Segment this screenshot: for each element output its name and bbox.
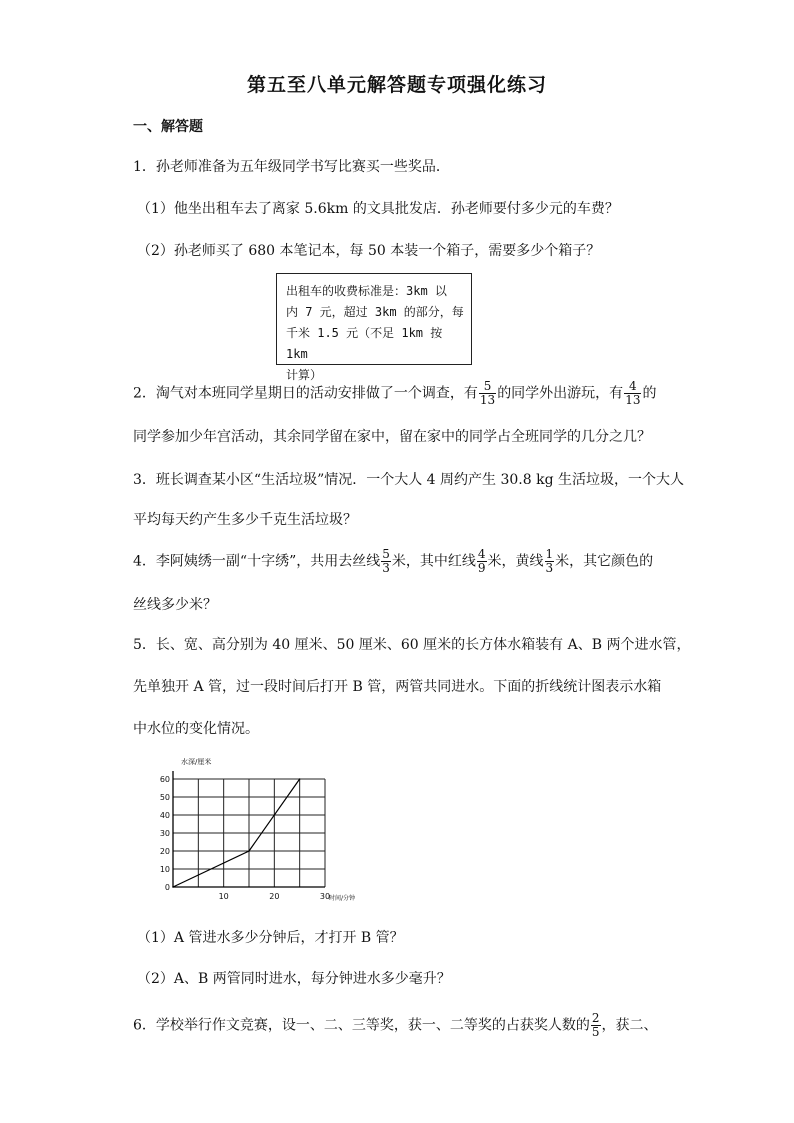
x-tick-label: 30	[319, 892, 331, 901]
fraction	[381, 548, 391, 575]
data-point	[172, 886, 174, 888]
y-tick-label: 50	[159, 793, 170, 802]
q4-text-c: 米，黄线	[487, 553, 544, 570]
q4-line2: 丝线多少米？	[133, 597, 217, 613]
data-point	[299, 778, 301, 780]
fraction	[624, 380, 641, 407]
q5-part2: （2）A、B 两管同时进水，每分钟进水多少毫升？	[137, 971, 451, 987]
y-axis-label: 水深/厘米	[181, 758, 212, 766]
taxi-fare-line: 千米 1.5 元（不足 1km 按 1km	[286, 326, 443, 361]
q5-line3: 中水位的变化情况。	[133, 721, 259, 737]
page-title: 第五至八单元解答题专项强化练习	[246, 74, 547, 96]
q4-text-d: 米，其它颜色的	[555, 553, 654, 570]
q2-line1	[133, 380, 656, 407]
q5-line2: 先单独开 A 管，过一段时间后打开 B 管，两管共同进水。下面的折线统计图表示水箱	[133, 679, 662, 695]
fraction	[545, 548, 555, 575]
denominator: 13	[625, 393, 641, 407]
x-tick-label: 20	[269, 892, 280, 901]
q2-text-b: 的同学外出游玩，有	[497, 385, 624, 402]
data-point	[248, 850, 250, 852]
numerator: 1	[545, 547, 554, 561]
fraction	[591, 1012, 601, 1039]
q6-line1	[133, 1012, 658, 1039]
q2-line2: 同学参加少年宫活动，其余同学留在家中，留在家中的同学占全班同学的几分之几？	[133, 429, 651, 445]
y-tick-label: 10	[159, 865, 170, 874]
q2-text-c: 的	[642, 385, 657, 402]
q6-text-a: 6．学校举行作文竞赛，设一、二、三等奖，获一、二等奖的占获奖人数的	[133, 1017, 590, 1034]
fraction	[477, 548, 487, 575]
q4-line1	[133, 548, 653, 575]
q1-part2: （2）孙老师买了 680 本笔记本，每 50 本装一个箱子，需要多少个箱子？	[137, 243, 601, 259]
q5-part1: （1）A 管进水多少分钟后，才打开 B 管？	[137, 930, 404, 946]
section-heading: 一、解答题	[133, 119, 203, 135]
denominator: 13	[479, 393, 496, 407]
taxi-fare-line: 内 7 元，超过 3km 的部分，每	[286, 305, 464, 319]
numerator: 5	[382, 547, 390, 561]
fraction	[479, 380, 496, 407]
y-tick-label: 20	[159, 847, 170, 856]
q6-text-b: ，获二、	[601, 1017, 658, 1034]
taxi-fare-line: 计算）	[286, 368, 323, 382]
water-level-line-chart	[130, 750, 360, 905]
numerator: 5	[479, 380, 496, 394]
taxi-fare-box	[276, 273, 472, 382]
y-tick-label: 40	[159, 811, 170, 820]
y-tick-label: 60	[159, 775, 170, 784]
y-tick-label: 0	[164, 883, 170, 892]
denominator: 3	[545, 561, 554, 575]
numerator: 4	[624, 380, 641, 394]
y-tick-label: 30	[159, 829, 170, 838]
q1-text: 1．孙老师准备为五年级同学书写比赛买一些奖品．	[133, 159, 450, 175]
denominator: 3	[382, 561, 390, 575]
q1-part1: （1）他坐出租车去了离家 5.6km 的文具批发店．孙老师要付多少元的车费？	[137, 201, 619, 217]
q3-line1: 3．班长调查某小区“生活垃圾”情况．一个大人 4 周约产生 30.8 kg 生活垃圾，一个大人	[133, 472, 684, 488]
denominator: 9	[477, 561, 486, 575]
q4-text-a: 4．李阿姨绣一副“十字绣”，共用去丝线	[133, 553, 381, 570]
q3-line2: 平均每天约产生多少千克生活垃圾？	[133, 512, 357, 528]
denominator: 5	[591, 1025, 600, 1039]
q5-line1: 5．长、宽、高分别为 40 厘米、50 厘米、60 厘米的长方体水箱装有 A、B 两个进水管，	[133, 637, 691, 653]
q4-text-b: 米，其中红线	[391, 553, 476, 570]
x-axis-label: 时间/分钟	[329, 895, 356, 902]
q2-text-a: 2．淘气对本班同学星期日的活动安排做了一个调查，有	[133, 385, 478, 402]
taxi-fare-line: 出租车的收费标准是：3km 以	[286, 284, 447, 298]
x-tick-label: 10	[218, 892, 229, 901]
numerator: 2	[591, 1011, 600, 1025]
numerator: 4	[477, 547, 486, 561]
